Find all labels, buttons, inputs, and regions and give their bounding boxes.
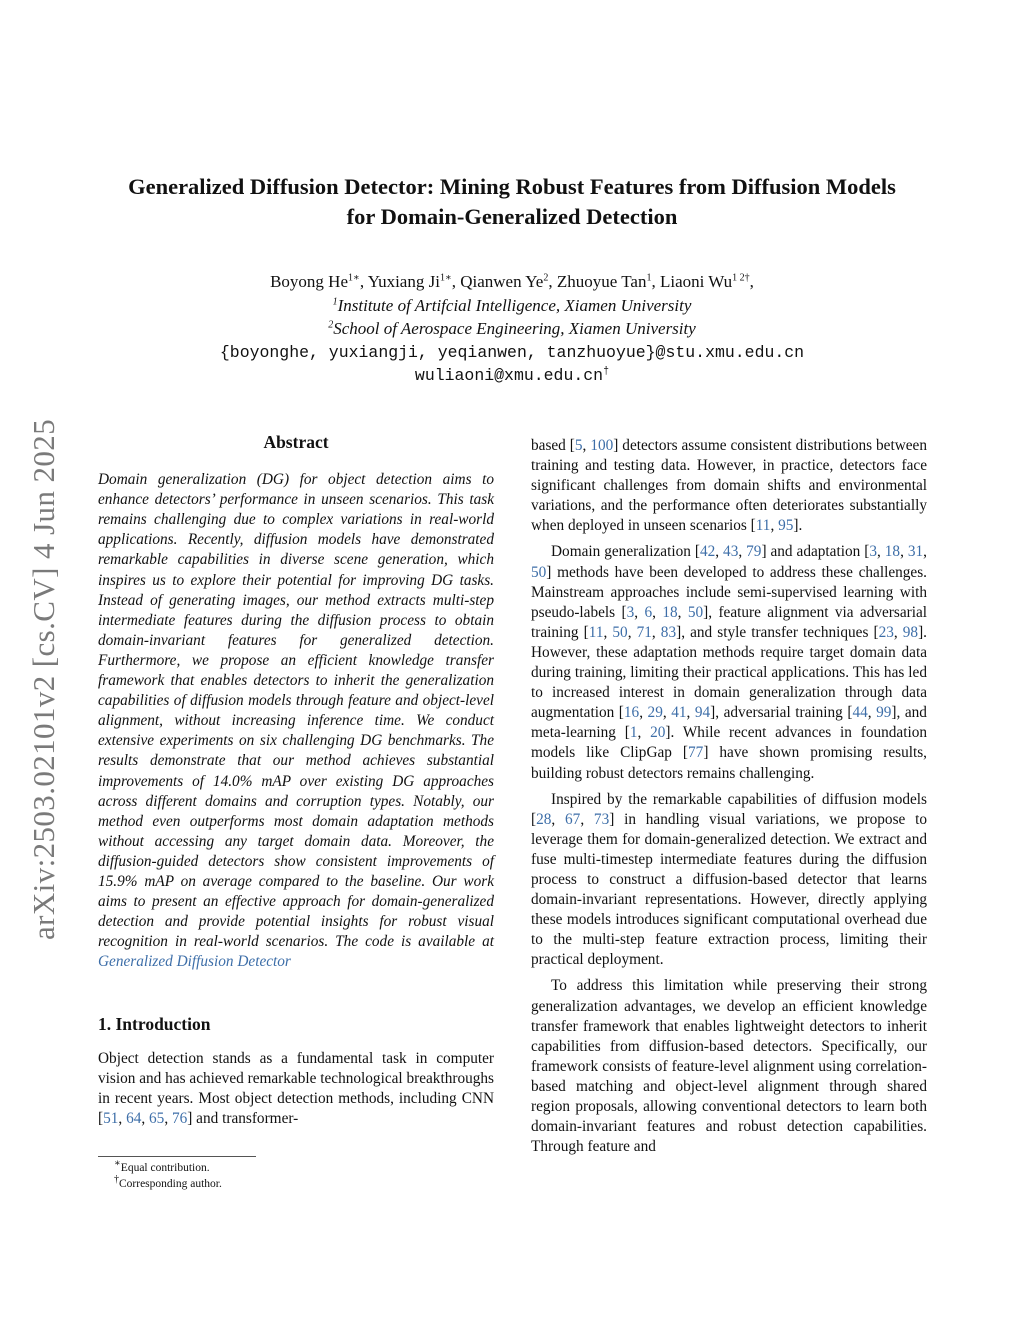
paragraph-text: ] and transformer-: [187, 1109, 299, 1127]
paragraph-text: ,: [867, 704, 877, 722]
citation-link[interactable]: 50: [687, 603, 704, 621]
email-line-2: [80, 364, 944, 388]
citation-link[interactable]: 50: [612, 623, 628, 641]
paragraph-text: ,: [637, 724, 651, 742]
citation-link[interactable]: 11: [755, 517, 771, 535]
paragraph-text: ] detectors assume consistent distributions between training and testing data. However, in practice, detectors face significant challenges from domain shifts and environmental variations, and the performance often deteriorates substantially when deployed in unseen scenarios [: [531, 437, 927, 535]
paragraph-text: ]. However, these adaptation methods require target domain data during training, limiting their practical applications. This has led to increased interest in domain generalization through data augmentation [: [531, 623, 927, 722]
citation-link[interactable]: 65: [149, 1109, 165, 1127]
footnote-mark: †: [114, 1174, 119, 1186]
paper-title: [80, 172, 944, 232]
paragraph-inspired: [531, 790, 927, 971]
paragraph-text: ,: [627, 623, 637, 641]
paragraph-text: To address this limitation while preserving their strong generalization advantages, we develop an efficient knowledge transfer framework that enables lightweight detectors to inherit capabilities from diffusion-based detectors. Specifically, our framework consists of feature-level alignment using correlation-based matching and object-level alignment through shared region proposals, allowing conventional detectors to learn both domain-invariant features and robust detection capabilities. Through feature and: [531, 977, 927, 1156]
affiliation-text: Institute of Artifcial Intelligence, Xiamen University: [337, 295, 692, 315]
author-block: [80, 270, 944, 388]
abstract-text: [98, 470, 494, 972]
paragraph-text: ,: [651, 623, 661, 641]
email-mark: †: [603, 366, 610, 378]
author-mark: 1 2†: [732, 272, 750, 284]
citation-link[interactable]: 3: [869, 543, 877, 561]
paragraph-text: ,: [686, 704, 695, 722]
title-line-1: Generalized Diffusion Detector: Mining Robust Features from Diffusion Models: [128, 174, 896, 199]
citation-link[interactable]: 51: [103, 1109, 119, 1127]
citation-link[interactable]: 79: [746, 543, 762, 561]
affiliation-1: [80, 294, 944, 318]
intro-paragraph: [98, 1049, 494, 1129]
citation-link[interactable]: 95: [778, 517, 794, 535]
author-name: Liaoni Wu: [659, 272, 733, 291]
paragraph-text: ] and adaptation [: [761, 543, 870, 561]
paragraph-text: Object detection stands as a fundamental task in computer vision and has achieved remarkable technological breakthroughs in recent years. Most object detection methods, including CNN [: [98, 1049, 494, 1127]
citation-link[interactable]: 94: [694, 704, 711, 722]
paragraph-text: ] methods have been developed to address these challenges. Mainstream approaches include semi-supervised learning with pseudo-labels [: [531, 563, 927, 621]
paragraph-text: ,: [582, 437, 591, 454]
paragraph-text: ,: [662, 704, 672, 722]
citation-link[interactable]: 11: [588, 623, 604, 641]
arxiv-side-label: arXiv:2503.02101v2 [cs.CV] 4 Jun 2025: [26, 418, 61, 940]
author-mark: 2: [543, 272, 549, 284]
paragraph-text: ,: [652, 603, 663, 621]
paragraph-text: based [: [531, 437, 575, 454]
author-name: Qianwen Ye: [460, 272, 544, 291]
citation-link[interactable]: 43: [723, 543, 739, 561]
citation-link[interactable]: 42: [699, 543, 716, 561]
citation-link[interactable]: 99: [876, 704, 892, 722]
citation-link[interactable]: 67: [565, 810, 581, 828]
citation-link[interactable]: 44: [852, 704, 868, 722]
left-column: [98, 432, 494, 1129]
citation-link[interactable]: 6: [644, 603, 653, 621]
citation-link[interactable]: 18: [662, 603, 678, 621]
citation-link[interactable]: 3: [626, 603, 635, 621]
paragraph-text: ], feature alignment via adversarial training [: [531, 603, 928, 641]
footnote-text: Corresponding author.: [119, 1178, 222, 1190]
paragraph-text: ,: [677, 603, 688, 621]
affiliation-2: [80, 317, 944, 341]
right-column: [531, 436, 927, 1157]
paragraph-domain-generalization: [531, 542, 927, 783]
paragraph-continuation: [531, 436, 927, 536]
author-name: Boyong He: [270, 272, 349, 291]
introduction-heading: 1. Introduction: [98, 1014, 211, 1035]
title-line-2: for Domain-Generalized Detection: [346, 204, 678, 229]
paragraph-text: ], and meta-learning [: [531, 704, 927, 742]
author-mark: 1: [646, 272, 652, 284]
footnote-text: Equal contribution.: [120, 1162, 210, 1174]
citation-link[interactable]: 29: [647, 704, 663, 722]
paragraph-text: ].: [793, 517, 803, 535]
citation-link[interactable]: 28: [536, 810, 552, 828]
paragraph-text: ,: [580, 810, 594, 828]
paragraph-address-limitation: [531, 976, 927, 1157]
code-link[interactable]: Generalized Diffusion Detector: [98, 953, 291, 971]
paragraph-text: ,: [738, 543, 747, 561]
paragraph-text: ], adversarial training [: [710, 704, 853, 722]
paragraph-text: ] in handling visual variations, we propose to leverage them for domain-generalized detection. We extract and fuse multi-timestep intermediate features during the diffusion process to construct a diffusion-based detector that learns domain-invariant representations. However, directly applying these models introduces significant computational overhead due to the multi-step feature extraction process, limiting their practical deployment.: [531, 810, 927, 969]
citation-link[interactable]: 23: [878, 623, 894, 641]
paragraph-text: ,: [603, 623, 613, 641]
citation-link[interactable]: 77: [688, 744, 704, 762]
author-name: Yuxiang Ji: [367, 272, 440, 291]
paragraph-text: ,: [141, 1109, 150, 1127]
paragraph-text: ,: [551, 810, 566, 828]
paragraph-text: Inspired by the remarkable capabilities of diffusion models [: [531, 790, 927, 828]
footnote-corresponding-author: [98, 1176, 494, 1192]
paragraph-text: ,: [876, 543, 885, 561]
author-mark: 1∗: [348, 272, 360, 284]
citation-link[interactable]: 31: [907, 543, 924, 561]
paragraph-text: ,: [715, 543, 724, 561]
citation-link[interactable]: 16: [623, 704, 640, 722]
citation-link[interactable]: 71: [636, 623, 652, 641]
citation-link[interactable]: 98: [902, 623, 919, 641]
paragraph-text: ,: [639, 704, 648, 722]
citation-link[interactable]: 1: [629, 724, 638, 742]
citation-link[interactable]: 83: [660, 623, 677, 641]
citation-link[interactable]: 73: [593, 810, 610, 828]
paragraph-text: ] have shown promising results, building robust detectors remains challenging.: [531, 744, 928, 782]
email-line-1: {boyonghe, yuxiangji, yeqianwen, tanzhuoyue}@stu.xmu.edu.cn: [219, 342, 805, 362]
paragraph-text: ,: [900, 543, 908, 561]
author-list: Boyong $He^{1∗}$, Yuxiang $Ji^{1∗}$, Qianwen Ye$^2$, Zhuoyue Tan$^1$, Liaoni $Wu^{1 2\dagger}$,: [270, 272, 754, 291]
footnote-equal-contribution: [98, 1160, 494, 1176]
paragraph-text: ,: [893, 623, 903, 641]
paragraph-text: ], and style transfer techniques [: [676, 623, 879, 641]
citation-link[interactable]: 50: [531, 563, 547, 581]
paragraph-text: ,: [164, 1109, 172, 1127]
affiliation-text: School of Aerospace Engineering, Xiamen University: [333, 319, 696, 338]
citation-link[interactable]: 64: [126, 1109, 142, 1127]
abstract-heading: Abstract: [263, 432, 329, 452]
citation-link[interactable]: 20: [650, 724, 666, 742]
paragraph-text: ,: [923, 543, 927, 561]
footnote-mark: ∗: [114, 1158, 121, 1170]
citation-link[interactable]: 5: [574, 437, 583, 454]
author-name: Zhuoyue Tan: [556, 272, 647, 291]
footnote-rule: [98, 1156, 256, 1157]
abstract-body: Domain generalization (DG) for object detection aims to enhance detectors’ performance in unseen scenarios. This task remains challenging due to complex variations in real-world applications. Recently, diffusion models have demonstrated remarkable capabilities in diverse scene generation, which inspires us to explore their potential for improving DG tasks. Instead of generating images, our method extracts multi-step intermediate features during the diffusion process to obtain domain-invariant features for generalized detection. Furthermore, we propose an efficient knowledge transfer framework that enables detectors to inherit the generalization capabilities of diffusion models through feature and object-level alignment, without increasing inference time. We conduct extensive experiments on six challenging DG benchmarks. The results demonstrate that our method achieves substantial improvements of 14.0% mAP over existing DG approaches across different domains and corruption types. Notably, our method even outperforms most domain adaptation methods without accessing any target domain data. Moreover, the diffusion-guided detectors show consistent improvements of 15.9% mAP on average compared to the baseline. Our work aims to present an effective approach for domain-generalized detection and provide potential insights for robust visual recognition in real-world scenarios. The code is available at: [98, 471, 494, 951]
citation-link[interactable]: 41: [671, 704, 687, 722]
author-mark: 1∗: [439, 272, 452, 284]
paragraph-text: Domain generalization [: [551, 543, 700, 561]
affiliation-mark: 2: [328, 319, 334, 331]
paragraph-text: ,: [118, 1109, 127, 1127]
citation-link[interactable]: 76: [171, 1109, 188, 1127]
paragraph-text: ]. While recent advances in foundation models like ClipGap [: [531, 724, 928, 762]
citation-link[interactable]: 100: [590, 437, 614, 454]
paragraph-text: ,: [770, 517, 779, 535]
email-text: wuliaoni@xmu.edu.cn: [414, 366, 604, 385]
paragraph-text: ,: [634, 603, 645, 621]
citation-link[interactable]: 18: [884, 543, 901, 561]
affiliation-mark: 1: [332, 295, 338, 307]
footnotes: [98, 1156, 494, 1192]
